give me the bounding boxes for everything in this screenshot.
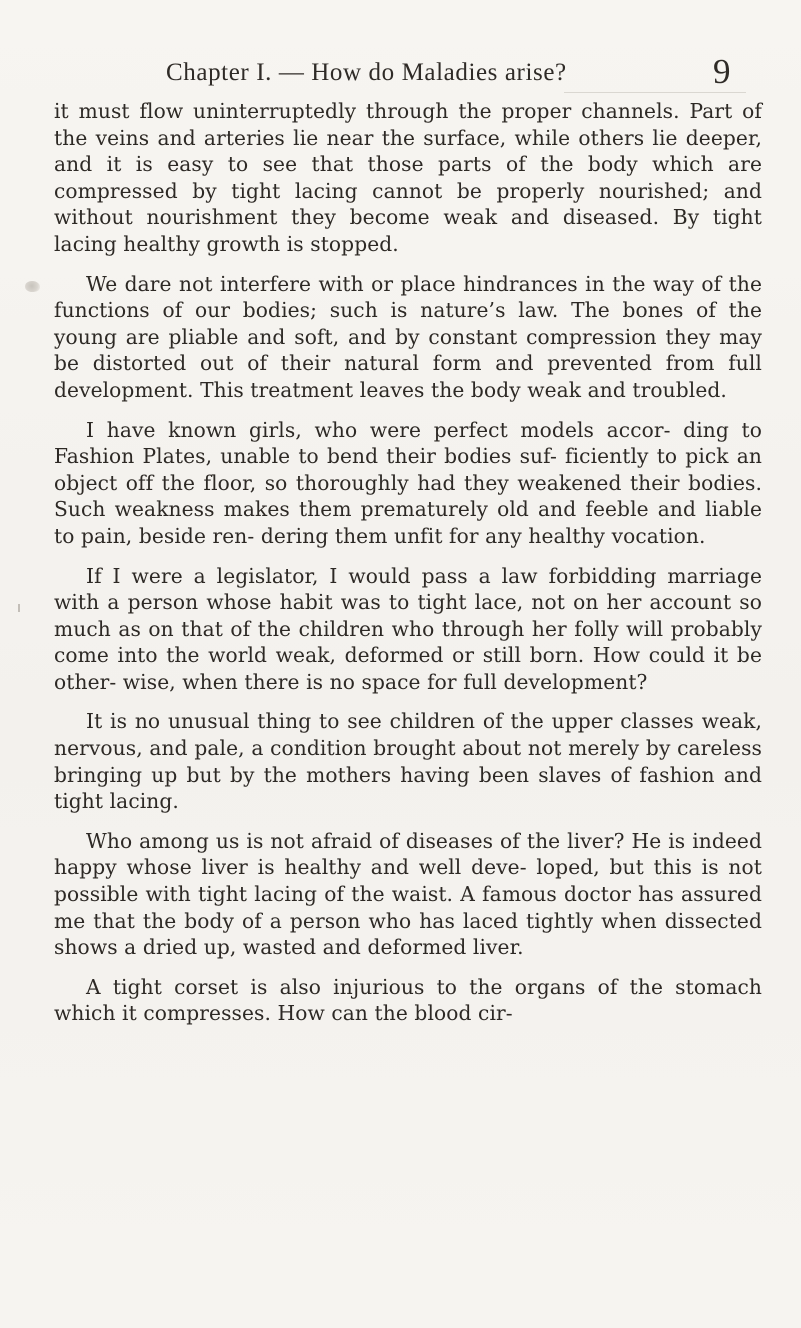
- paragraph-3: I have known girls, who were perfect models accor- ding to Fashion Plates, unable to bend their bodies suf- ficiently to pick an object off the floor, so thoroughly had they weakened their bodies. Such weakness makes them prematurely old and feeble and liable to pain, beside ren- dering them unfit for any healthy vocation.: [54, 417, 762, 548]
- paragraph-2: We dare not interfere with or place hindrances in the way of the functions of our bodies; such is nature’s law. The bones of the young are pliable and soft, and by constant compression they may be distorted out of their natural form and prevented from full development. This treatment leaves the body weak and troubled.: [54, 271, 762, 402]
- running-head: Chapter I. — How do Maladies arise?: [166, 59, 567, 86]
- page-number: 9: [713, 52, 731, 91]
- paper-speck: [25, 281, 40, 292]
- paragraph-1: it must flow uninterruptedly through the proper channels. Part of the veins and arteries lie near the surface, while others lie deeper, and it is easy to see that those parts of the body which are compressed by tight lacing cannot be properly nourished; and without nourishment they become weak and diseased. By tight lacing healthy growth is stopped.: [54, 99, 762, 256]
- main-text: [54, 98, 762, 1040]
- margin-mark: [18, 604, 20, 612]
- paragraph-6: Who among us is not afraid of diseases of the liver? He is indeed happy whose liver is healthy and well deve- loped, but this is not possible with tight lacing of the waist. A famous doctor has assured me that the body of a person who has laced tightly when dissected shows a dried up, wasted and deformed liver.: [54, 828, 762, 960]
- header-rule: [564, 92, 746, 93]
- paragraph-7: A tight corset is also injurious to the organs of the stomach which it compresses. How can the blood cir-: [54, 974, 762, 1026]
- paragraph-4: If I were a legislator, I would pass a law forbidding marriage with a person whose habit was to tight lace, not on her account so much as on that of the children who through her folly will probably come into the world weak, deformed or still born. How could it be other- wise, when there is no space for full development?: [54, 563, 762, 694]
- paragraph-5: It is no unusual thing to see children of the upper classes weak, nervous, and pale, a condition brought about not merely by careless bringing up but by the mothers having been slaves of fashion and tight lacing.: [54, 709, 762, 814]
